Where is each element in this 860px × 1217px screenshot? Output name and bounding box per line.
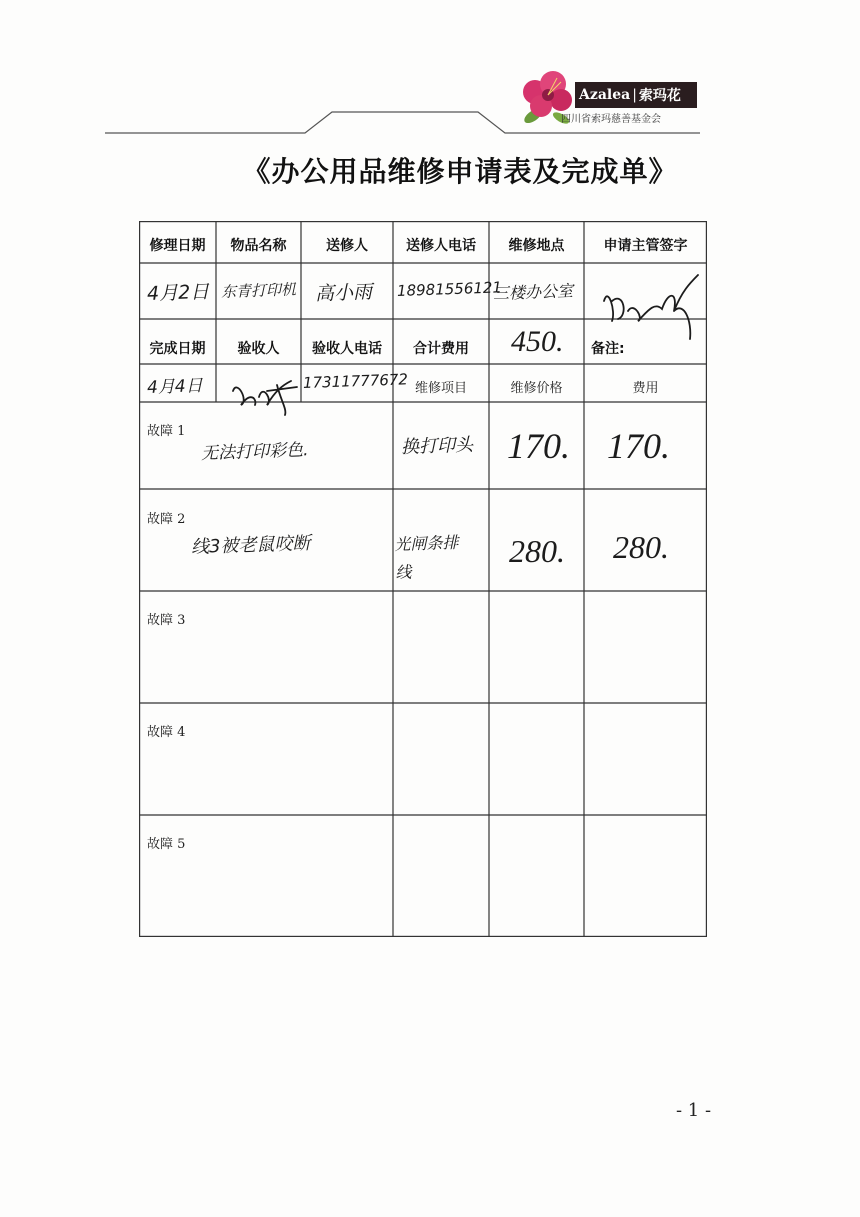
value-sender-phone: 18981556121 <box>396 278 503 300</box>
fault-1-label: 故障 1 <box>147 424 186 439</box>
value-repair-date: 4月2日 <box>146 280 210 305</box>
logo-brand-en: Azalea <box>579 87 631 103</box>
header-total-cost: 合计费用 <box>413 341 469 357</box>
fault-5-label: 故障 5 <box>147 837 186 852</box>
header-sender: 送修人 <box>326 238 368 254</box>
supervisor-signature <box>594 261 714 341</box>
inspector-signature <box>227 361 307 417</box>
fault-1-fee: 170. <box>607 426 670 466</box>
value-sender: 高小雨 <box>314 281 373 305</box>
value-location: 三楼办公室 <box>492 281 574 303</box>
header-repair-date: 修理日期 <box>149 238 206 254</box>
fault-1-price: 170. <box>507 426 570 466</box>
fault-1-repair-item: 换打印头 <box>400 434 474 458</box>
value-inspector-phone: 17311777672 <box>302 370 409 392</box>
logo-brand-cn: 索玛花 <box>638 88 681 104</box>
repair-form <box>139 221 707 937</box>
header-finish-date: 完成日期 <box>149 341 206 357</box>
header-item-name: 物品名称 <box>230 238 287 254</box>
header-remark: 备注: <box>591 341 625 357</box>
foundation-logo <box>517 66 697 130</box>
header-fee: 费用 <box>632 381 659 396</box>
page-title: 《办公用品维修申请表及完成单》 <box>242 155 678 188</box>
header-repair-price: 维修价格 <box>510 381 563 396</box>
header-supervisor-signature: 申请主管签字 <box>603 238 688 254</box>
fault-2-label: 故障 2 <box>147 512 186 527</box>
value-finish-date: 4月4日 <box>146 376 204 398</box>
header-divider-line <box>0 0 860 140</box>
fault-2-fee: 280. <box>613 529 669 565</box>
header-sender-phone: 送修人电话 <box>406 238 476 254</box>
header-inspector: 验收人 <box>237 341 280 357</box>
header-location: 维修地点 <box>508 238 565 254</box>
value-total-cost: 450. <box>511 325 564 358</box>
fault-1-description: 无法打印彩色. <box>200 440 309 464</box>
header-inspector-phone: 验收人电话 <box>312 341 382 357</box>
logo-org-name: 四川省索玛慈善基金会 <box>561 114 661 125</box>
page-number: - 1 - <box>676 1100 712 1121</box>
header-repair-item: 维修项目 <box>414 381 467 396</box>
fault-2-repair-item: 光闸条排线 <box>394 532 459 582</box>
fault-2-price: 280. <box>509 533 565 569</box>
logo-wordmark: Azalea | 索玛花 <box>575 82 697 108</box>
fault-4-label: 故障 4 <box>147 725 186 740</box>
value-item-name: 东青打印机 <box>220 280 297 301</box>
fault-3-label: 故障 3 <box>147 613 186 628</box>
fault-2-description: 线3被老鼠咬断 <box>190 532 311 558</box>
